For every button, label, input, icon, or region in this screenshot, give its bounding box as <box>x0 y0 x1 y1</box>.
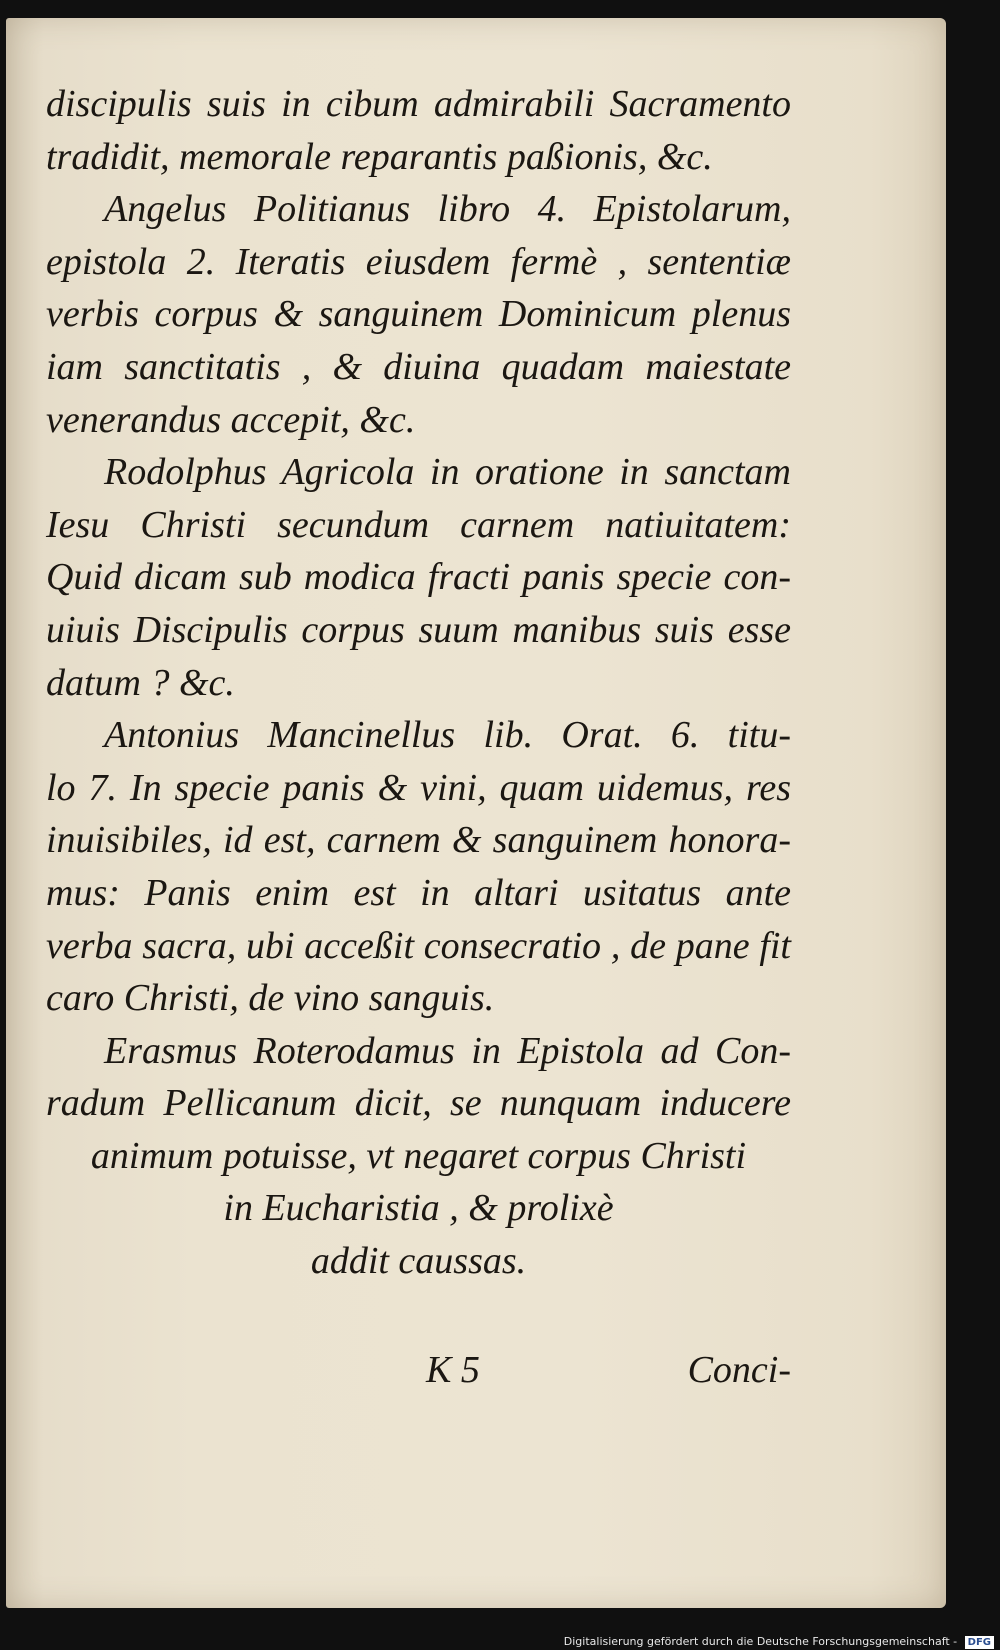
text-line: Iesu Christi secundum carnem natiuitatem: <box>46 503 791 546</box>
text-line: lo 7. In specie panis & vini, quam uidemus, res <box>46 766 791 809</box>
credit-text: Digitalisierung gefördert durch die Deutsche Forschungsgemeinschaft - <box>563 1635 958 1648</box>
text-line: Antonius Mancinellus lib. Orat. 6. titu- <box>104 714 791 757</box>
text-line: discipulis suis in cibum admirabili Sacramento <box>46 83 791 125</box>
text-line: epistola 2. Iteratis eiusdem fermè , sententiæ <box>46 240 791 283</box>
text-line: inuisibiles, id est, carnem & sanguinem honora- <box>46 819 791 862</box>
text-line: datum ? &c. <box>46 661 235 704</box>
text-line: caro Christi, de vino sanguis. <box>46 977 495 1020</box>
text-line: Quid dicam sub modica fracti panis specie con- <box>46 556 791 599</box>
text-line: Angelus Politianus libro 4. Epistolarum, <box>104 188 791 231</box>
signature-mark: K 5 <box>426 1349 480 1391</box>
text-line: mus: Panis enim est in altari usitatus ante <box>46 871 791 914</box>
digitization-credit <box>558 1634 1000 1650</box>
text-line: Rodolphus Agricola in oratione in sanctam <box>104 451 791 494</box>
catchword: Conci- <box>687 1349 791 1391</box>
text-line: addit caussas. <box>310 1240 527 1283</box>
book-page <box>6 18 946 1608</box>
text-line: uiuis Discipulis corpus suum manibus suis esse <box>46 608 791 651</box>
text-line: animum potuisse, vt negaret corpus Christi <box>90 1134 747 1177</box>
text-line: verba sacra, ubi acceßit consecratio , de pane fit <box>46 924 791 967</box>
dfg-logo-icon: DFG <box>965 1636 994 1649</box>
text-line: iam sanctitatis , & diuina quadam maiestate <box>46 345 791 388</box>
text-line: verbis corpus & sanguinem Dominicum plenus <box>46 293 791 336</box>
body-text <box>46 78 791 1288</box>
page-footer <box>46 1348 791 1408</box>
text-line: in Eucharistia , & prolixè <box>223 1187 614 1230</box>
text-line: radum Pellicanum dicit, se nunquam inducere <box>46 1082 791 1125</box>
text-line: venerandus accepit, &c. <box>46 398 416 441</box>
text-line: Erasmus Roterodamus in Epistola ad Con- <box>104 1029 791 1072</box>
text-line: tradidit, memorale reparantis paßionis, &c. <box>46 135 713 178</box>
